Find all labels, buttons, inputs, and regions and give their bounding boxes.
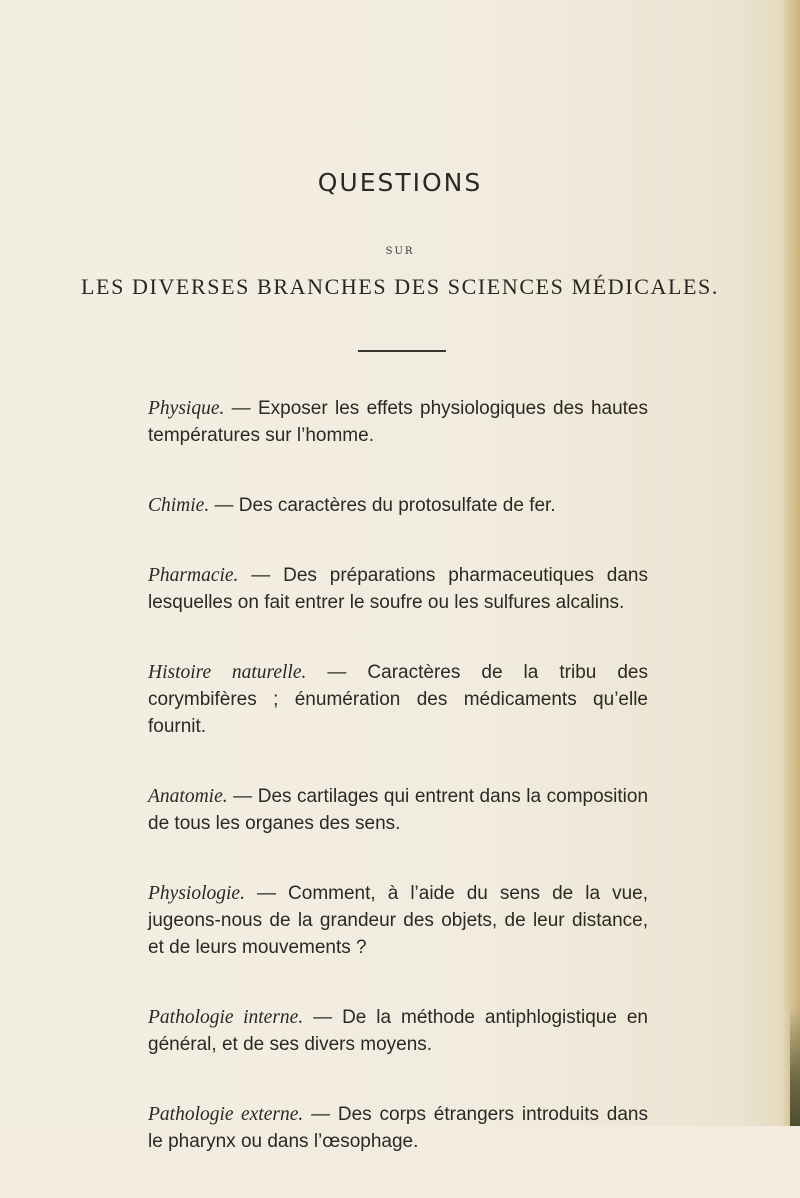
question-text: — Caractères de la tribu des corymbifères ; énumération des médicaments qu’elle fournit.: [148, 662, 648, 737]
question-chimie: [148, 492, 648, 519]
question-physiologie: [148, 880, 648, 961]
question-subject: Pharmacie.: [148, 565, 239, 586]
question-anatomie: [148, 783, 648, 837]
question-list: [148, 395, 648, 1198]
question-pathologie-interne: [148, 1004, 648, 1058]
question-pathologie-externe: [148, 1101, 648, 1155]
page-edge-shadow: [790, 1006, 800, 1126]
question-histoire-naturelle: [148, 659, 648, 740]
question-subject: Pathologie externe.: [148, 1104, 304, 1125]
question-text: — Des cartilages qui entrent dans la composition de tous les organes des sens.: [148, 786, 649, 834]
question-text: — Exposer les effets physiologiques des hautes températures sur l’homme.: [148, 398, 649, 446]
question-subject: Anatomie.: [148, 786, 228, 807]
page-subtitle: LES DIVERSES BRANCHES DES SCIENCES MÉDICALES.: [81, 274, 719, 299]
question-physique: [148, 395, 648, 449]
divider: [358, 350, 446, 352]
question-text: — Des préparations pharmaceutiques dans lesquelles on fait entrer le soufre ou les sulfures alcalins.: [148, 565, 649, 613]
question-text: — Des corps étrangers introduits dans le pharynx ou dans l’œsophage.: [148, 1104, 648, 1152]
question-pharmacie: [148, 562, 648, 616]
question-text: — De la méthode antiphlogistique en général, et de ses divers moyens.: [148, 1007, 649, 1055]
page-title: QUESTIONS: [317, 168, 483, 197]
question-text: — Comment, à l’aide du sens de la vue, jugeons-nous de la grandeur des objets, de leur distance, et de leurs mouvements ?: [148, 883, 648, 958]
question-text: — Des caractères du protosulfate de fer.: [214, 495, 556, 516]
question-subject: Physique.: [148, 398, 225, 419]
title-connector: SUR: [385, 246, 415, 257]
question-subject: Chimie.: [148, 495, 210, 516]
question-subject: Physiologie.: [148, 883, 245, 904]
question-subject: Pathologie interne.: [148, 1007, 304, 1028]
question-subject: Histoire naturelle.: [148, 662, 307, 683]
